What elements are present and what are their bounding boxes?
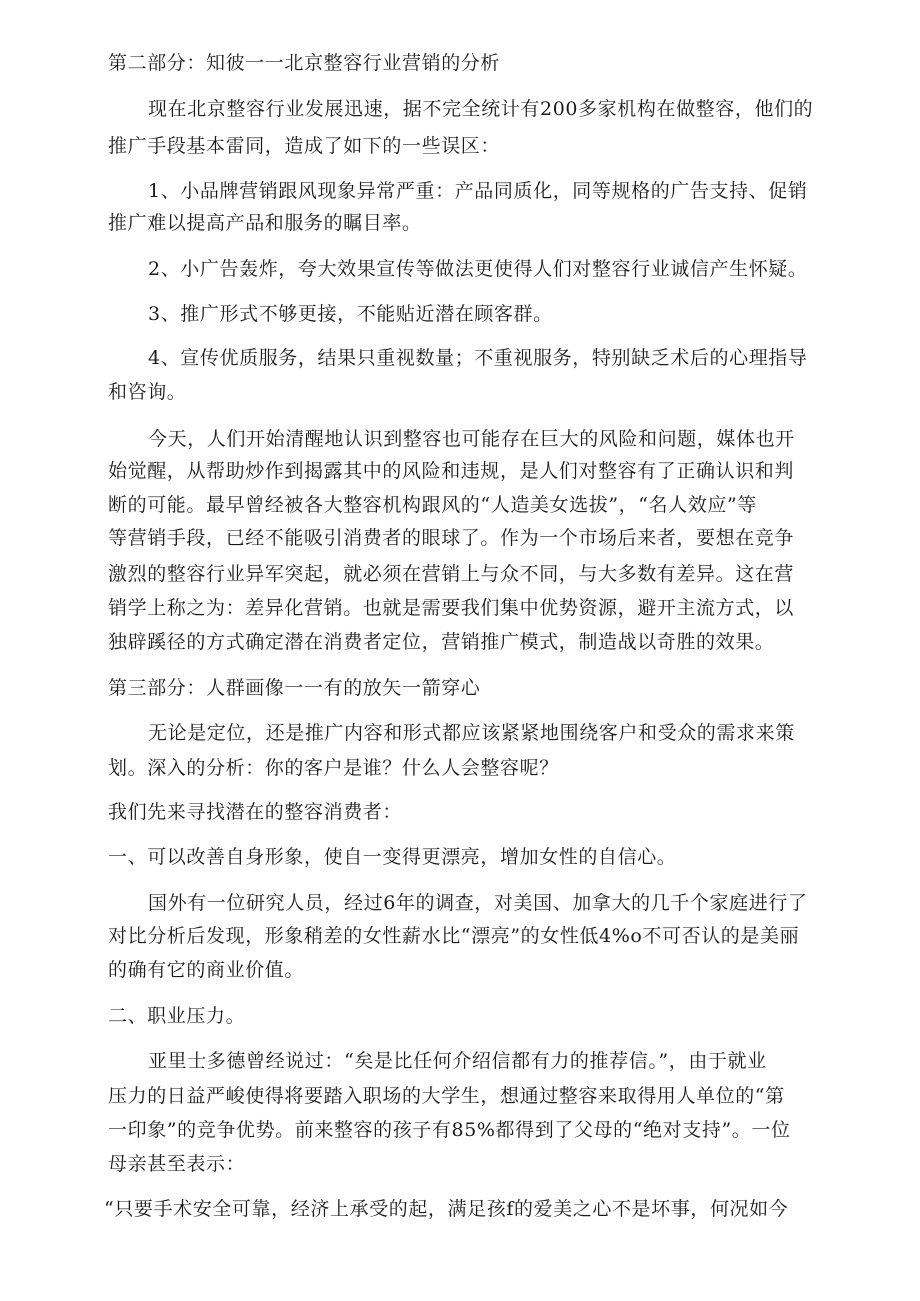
text-line: 的确有它的商业价值。: [108, 959, 305, 981]
text-line: 对比分析后发现，形象稍差的女性薪水比“漂亮”的女性低4%o不可否认的是美丽: [108, 925, 800, 947]
text-line: 等营销手段，已经不能吸引消费者的眼球了。作为一个市场后来者，要想在竞争: [108, 527, 795, 549]
text-line: 激烈的整容行业异军突起，就必须在营销上与众不同，与大多数有差异。这在营: [108, 563, 795, 585]
text-line: 压力的日益严峻使得将要踏入职场的大学生，想通过整容来取得用人单位的“第: [108, 1085, 785, 1107]
text-line: 亚里士多德曾经说过：“矣是比任何介绍信都有力的推荐信。”，由于就业: [148, 1050, 767, 1072]
text-line: 我们先来寻找潜在的整容消费者：: [108, 801, 403, 823]
text-line: 4、宣传优质服务，结果只重视数量；不重视服务，特别缺乏术后的心理指导: [148, 347, 808, 369]
text-line: 划。深入的分析：你的客户是谁？什么人会整容呢？: [108, 757, 559, 779]
text-line: “只要手术安全可靠，经济上承受的起，满足孩f的爱美之心不是坏事，何况如今: [104, 1198, 789, 1220]
text-line: 独辟蹊径的方式确定潜在消费者定位，营销推广模式，制造战以奇胜的效果。: [108, 631, 775, 653]
text-line: 和咨询。: [108, 381, 187, 403]
text-line: 2、小广告轰炸，夸大效果宣传等做法更使得人们对整容行业诚信产生怀疑。: [148, 258, 808, 280]
text-line: 国外有一位研究人员，经过6年的调查，对美国、加拿大的几千个家庭进行了: [148, 892, 808, 914]
text-line: 始觉醒，从帮助炒作到揭露其中的风险和违规，是人们对整容有了正确认识和判: [108, 460, 795, 482]
text-line: 今天，人们开始清醒地认识到整容也可能存在巨大的风险和问题，媒体也开: [148, 428, 795, 450]
text-line: 断的可能。最早曾经被各大整容机构跟风的“人造美女选拔”，“名人效应”等: [108, 494, 757, 516]
text-line: 二、职业压力。: [108, 1005, 246, 1027]
text-line: 无论是定位，还是推广内容和形式都应该紧紧地围绕客户和受众的需求来策: [148, 722, 795, 744]
text-line: 推广难以提高产品和服务的瞩目率。: [108, 212, 422, 234]
text-line: 第二部分：知彼一一北京整容行业营销的分析: [108, 52, 501, 74]
text-line: 销学上称之为：差异化营销。也就是需要我们集中优势资源，避开主流方式，以: [108, 597, 795, 619]
text-line: 推广手段基本雷同，造成了如下的一些误区：: [108, 135, 501, 157]
text-line: 一、可以改善自身形象，使自一变得更漂亮，增加女性的自信心。: [108, 846, 677, 868]
text-line: 3、推广形式不够更接，不能贴近潜在顾客群。: [148, 303, 553, 325]
text-line: 母亲甚至表示：: [108, 1153, 246, 1175]
text-line: 第三部分：人群画像一一有的放矢一箭穿心: [108, 677, 481, 699]
text-line: 现在北京整容行业发展迅速，据不完全统计有200多家机构在做整容，他们的: [148, 98, 814, 120]
text-line: 1、小品牌营销跟风现象异常严重：产品同质化，同等规格的广告支持、促销: [148, 180, 808, 202]
text-line: 一印象”的竞争优势。前来整容的孩子有85%都得到了父母的“绝对支持”。一位: [108, 1119, 791, 1141]
